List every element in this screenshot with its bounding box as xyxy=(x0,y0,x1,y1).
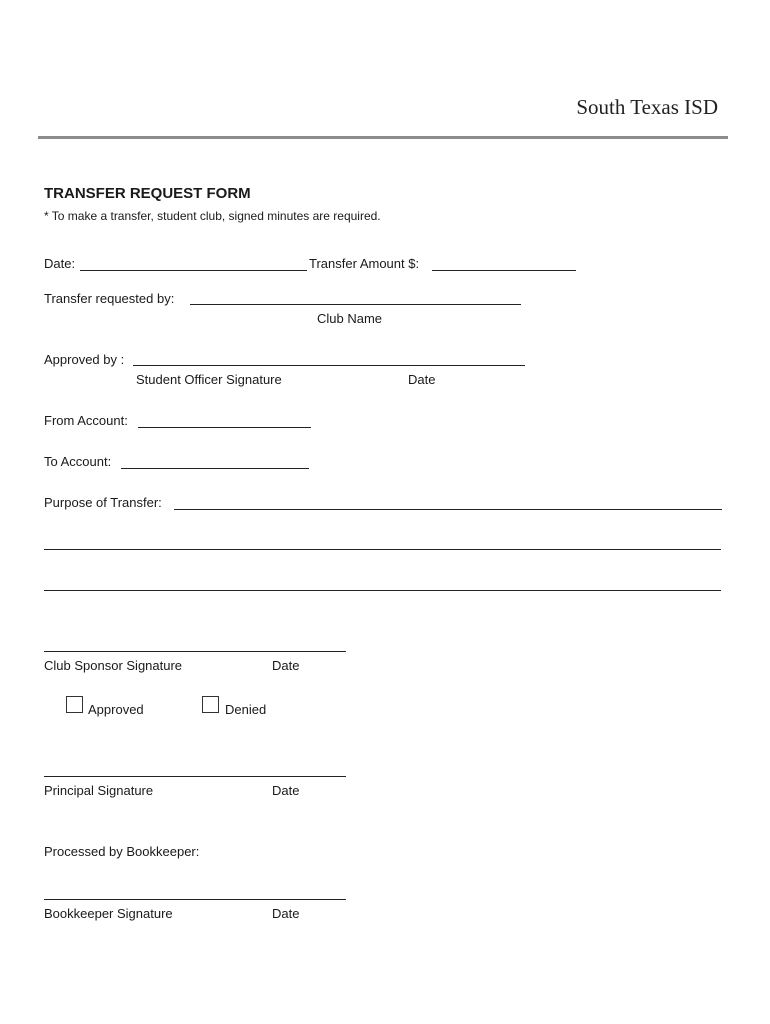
from-account-label: From Account: xyxy=(44,413,128,428)
approved-option-label: Approved xyxy=(88,702,144,717)
purpose-line-1 xyxy=(174,509,722,510)
transfer-requested-by-label: Transfer requested by: xyxy=(44,291,175,306)
principal-date-caption: Date xyxy=(272,783,300,798)
denied-option-label: Denied xyxy=(225,702,267,717)
date-line xyxy=(80,270,307,271)
principal-signature-line xyxy=(44,776,346,777)
approved-date-caption: Date xyxy=(408,372,436,387)
principal-signature-caption: Principal Signature xyxy=(44,783,154,798)
club-name-field[interactable] xyxy=(192,289,518,303)
purpose-line-3 xyxy=(44,590,721,591)
to-account-line xyxy=(121,468,309,469)
club-sponsor-signature-caption: Club Sponsor Signature xyxy=(44,658,183,673)
bookkeeper-signature-caption: Bookkeeper Signature xyxy=(44,906,173,921)
purpose-field-1[interactable] xyxy=(176,494,720,508)
transfer-amount-line xyxy=(432,270,576,271)
from-account-line xyxy=(138,427,311,428)
club-name-line xyxy=(190,304,521,305)
approved-by-label: Approved by : xyxy=(44,352,125,367)
purpose-of-transfer-label: Purpose of Transfer: xyxy=(44,495,162,510)
denied-checkbox[interactable] xyxy=(202,696,219,713)
approved-by-line xyxy=(133,365,525,366)
district-title: South Texas ISD xyxy=(576,95,718,119)
purpose-field-2[interactable] xyxy=(46,534,718,548)
form-note: * To make a transfer, student club, signed minutes are required. xyxy=(44,209,381,223)
date-field[interactable] xyxy=(82,255,304,269)
to-account-label: To Account: xyxy=(44,454,112,469)
transfer-amount-field[interactable] xyxy=(434,255,574,269)
to-account-field[interactable] xyxy=(123,453,306,467)
student-officer-signature-caption: Student Officer Signature xyxy=(136,372,282,387)
purpose-line-2 xyxy=(44,549,721,550)
processed-by-bookkeeper-label: Processed by Bookkeeper: xyxy=(44,844,200,859)
club-name-caption: Club Name xyxy=(317,311,383,326)
from-account-field[interactable] xyxy=(140,412,308,426)
principal-signature-field[interactable] xyxy=(46,761,343,775)
club-sponsor-signature-field[interactable] xyxy=(46,636,343,650)
approved-by-field[interactable] xyxy=(135,350,523,364)
purpose-field-3[interactable] xyxy=(46,575,718,589)
bookkeeper-signature-line xyxy=(44,899,346,900)
form-title: TRANSFER REQUEST FORM xyxy=(44,185,251,202)
transfer-amount-label: Transfer Amount $: xyxy=(309,256,420,271)
bookkeeper-signature-field[interactable] xyxy=(46,884,343,898)
header-divider xyxy=(38,136,728,139)
club-sponsor-signature-line xyxy=(44,651,346,652)
bookkeeper-date-caption: Date xyxy=(272,906,300,921)
approved-checkbox[interactable] xyxy=(66,696,83,713)
date-label: Date: xyxy=(44,256,76,271)
club-sponsor-date-caption: Date xyxy=(272,658,300,673)
